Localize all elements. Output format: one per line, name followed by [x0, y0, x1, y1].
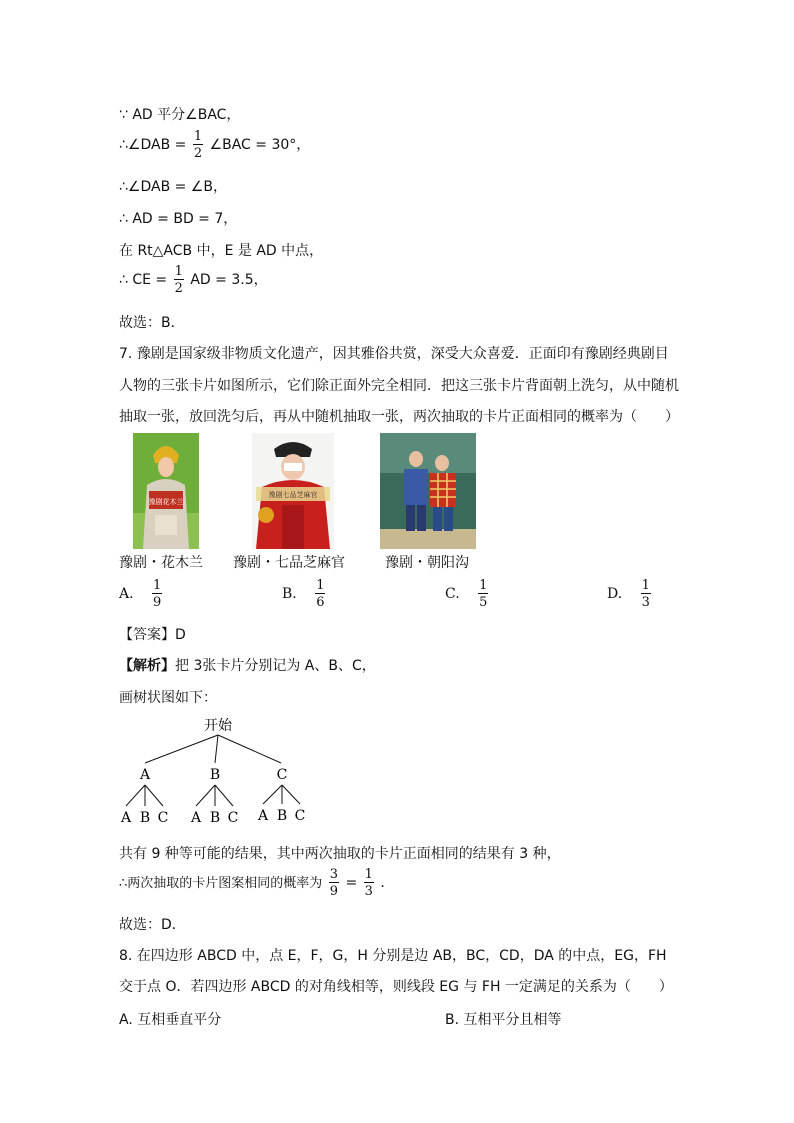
answer-line: 【答案】D: [119, 627, 186, 643]
q8-option-b[interactable]: B. 互相平分且相等: [445, 1012, 562, 1028]
option-a-label: A.: [119, 586, 134, 602]
tree-node-l1-c: C: [276, 767, 288, 783]
proof-line-4: ∴ AD = BD = 7，: [119, 211, 238, 227]
fraction-half: [193, 130, 203, 160]
analysis-line: [119, 655, 376, 675]
option-b[interactable]: [282, 579, 327, 609]
analysis-tag: 【解析】: [119, 658, 175, 674]
fraction-three-ninths: [329, 868, 339, 898]
fraction-numerator: 3: [329, 867, 339, 882]
result-line-2-post: ．: [380, 875, 395, 891]
proof-line-2-post: ∠BAC = 30°，: [209, 137, 311, 153]
hua-mulan-figure: [133, 433, 199, 549]
q8-text-line-1: 8. 在四边形 ABCD 中，点 E，F，G，H 分别是边 AB，BC，CD，DA 的中点，EG，FH: [119, 948, 667, 964]
fraction-half-2: [174, 265, 184, 295]
result-line-2-pre: ∴两次抽取的卡片图案相同的概率为: [119, 876, 323, 891]
tree-branch: [282, 785, 300, 804]
analysis-text: 把 3张卡片分别记为 A、B、C，: [175, 658, 376, 674]
option-d-fraction: [641, 579, 651, 609]
fraction-denominator: 3: [364, 884, 373, 899]
fraction-denominator: 6: [316, 595, 325, 610]
option-c-label: C.: [445, 586, 460, 602]
tree-branch: [145, 785, 163, 806]
q8-option-a[interactable]: A. 互相垂直平分: [119, 1012, 222, 1028]
chaoyanggou-figure: [380, 433, 476, 549]
option-b-label: B.: [282, 586, 297, 602]
caption-card-3: 豫剧・朝阳沟: [385, 555, 469, 571]
proof-line-2: [119, 130, 310, 160]
tree-intro: 画树状图如下：: [119, 690, 217, 706]
fraction-numerator: 1: [479, 578, 488, 593]
option-a[interactable]: [119, 579, 164, 609]
tree-leaf: A: [190, 810, 202, 826]
tree-node-l1-a: A: [139, 767, 151, 783]
tree-root: 开始: [204, 718, 232, 734]
tree-branch: [215, 735, 218, 763]
fraction-denominator: 3: [641, 595, 650, 610]
proof-line-2-pre: ∴∠DAB =: [119, 137, 187, 153]
result-line-1: 共有 9 种等可能的结果，其中两次抽取的卡片正面相同的结果有 3 种，: [119, 846, 561, 862]
card-1-label: 豫剧花木兰: [148, 498, 184, 506]
q7-text-line-3: 抽取一张，放回洗匀后，再从中随机抽取一张，两次抽取的卡片正面相同的概率为（ ）: [119, 409, 679, 425]
option-c[interactable]: [445, 579, 490, 609]
card-image-qipin-zhimaguan: [252, 433, 334, 549]
card-image-chaoyanggou: [380, 433, 476, 549]
option-c-fraction: [478, 579, 488, 609]
q7-conclusion: 故选：D．: [119, 917, 186, 933]
proof-conclusion: 故选：B．: [119, 315, 185, 331]
option-d-label: D.: [607, 586, 623, 602]
equals-sign: =: [345, 875, 358, 891]
tree-leaf: B: [276, 808, 288, 824]
card-image-hua-mulan: [133, 433, 199, 549]
fraction-numerator: 1: [641, 578, 650, 593]
caption-card-2: 豫剧・七品芝麻官: [233, 555, 345, 571]
caption-card-1: 豫剧・花木兰: [119, 555, 203, 571]
tree-branch: [126, 785, 145, 806]
tree-leaf: B: [209, 810, 221, 826]
option-d[interactable]: [607, 579, 653, 609]
fraction-one-third: [364, 868, 374, 898]
q7-text-line-2: 人物的三张卡片如图所示，它们除正面外完全相同．把这三张卡片背面朝上洗匀，从中随机: [119, 378, 679, 394]
fraction-denominator: 2: [174, 281, 183, 296]
fraction-numerator: 1: [364, 867, 373, 882]
fraction-numerator: 1: [316, 578, 325, 593]
option-b-fraction: [315, 579, 325, 609]
fraction-denominator: 9: [153, 595, 162, 610]
fraction-numerator: 1: [153, 578, 162, 593]
tree-leaf: C: [294, 808, 306, 824]
fraction-numerator: 1: [174, 264, 183, 279]
tree-branch: [263, 785, 282, 804]
fraction-numerator: 1: [193, 129, 203, 144]
tree-branch: [215, 785, 233, 806]
tree-leaf: A: [120, 810, 132, 826]
tree-leaf: C: [157, 810, 169, 826]
tree-branch: [145, 735, 218, 763]
tree-leaf: A: [257, 808, 269, 824]
option-a-fraction: [152, 579, 162, 609]
fraction-denominator: 2: [193, 146, 203, 161]
proof-line-5: 在 Rt△ACB 中，E 是 AD 中点，: [119, 243, 324, 259]
proof-line-6-post: AD = 3.5，: [190, 272, 268, 288]
q8-text-line-2: 交于点 O．若四边形 ABCD 的对角线相等，则线段 EG 与 FH 一定满足的关系为（ ）: [119, 979, 673, 995]
tree-leaf: B: [139, 810, 151, 826]
tree-svg: [118, 713, 328, 828]
tree-leaf: C: [227, 810, 239, 826]
card-2-label: 豫剧七品芝麻官: [268, 491, 318, 499]
fraction-denominator: 9: [329, 884, 339, 899]
q7-text-line-1: 7. 豫剧是国家级非物质文化遗产，因其雅俗共赏，深受大众喜爱．正面印有豫剧经典剧目: [119, 346, 669, 362]
proof-line-3: ∴∠DAB = ∠B，: [119, 179, 227, 195]
proof-line-1: ∵ AD 平分∠BAC，: [119, 107, 241, 123]
proof-line-6-pre: ∴ CE =: [119, 272, 168, 288]
proof-line-6: [119, 265, 268, 295]
tree-node-l1-b: B: [209, 767, 221, 783]
qipin-zhimaguan-figure: [252, 433, 334, 549]
fraction-denominator: 5: [479, 595, 488, 610]
probability-tree-diagram: [118, 713, 328, 832]
tree-branch: [218, 735, 281, 763]
result-line-2: [119, 868, 394, 898]
tree-branch: [196, 785, 215, 806]
